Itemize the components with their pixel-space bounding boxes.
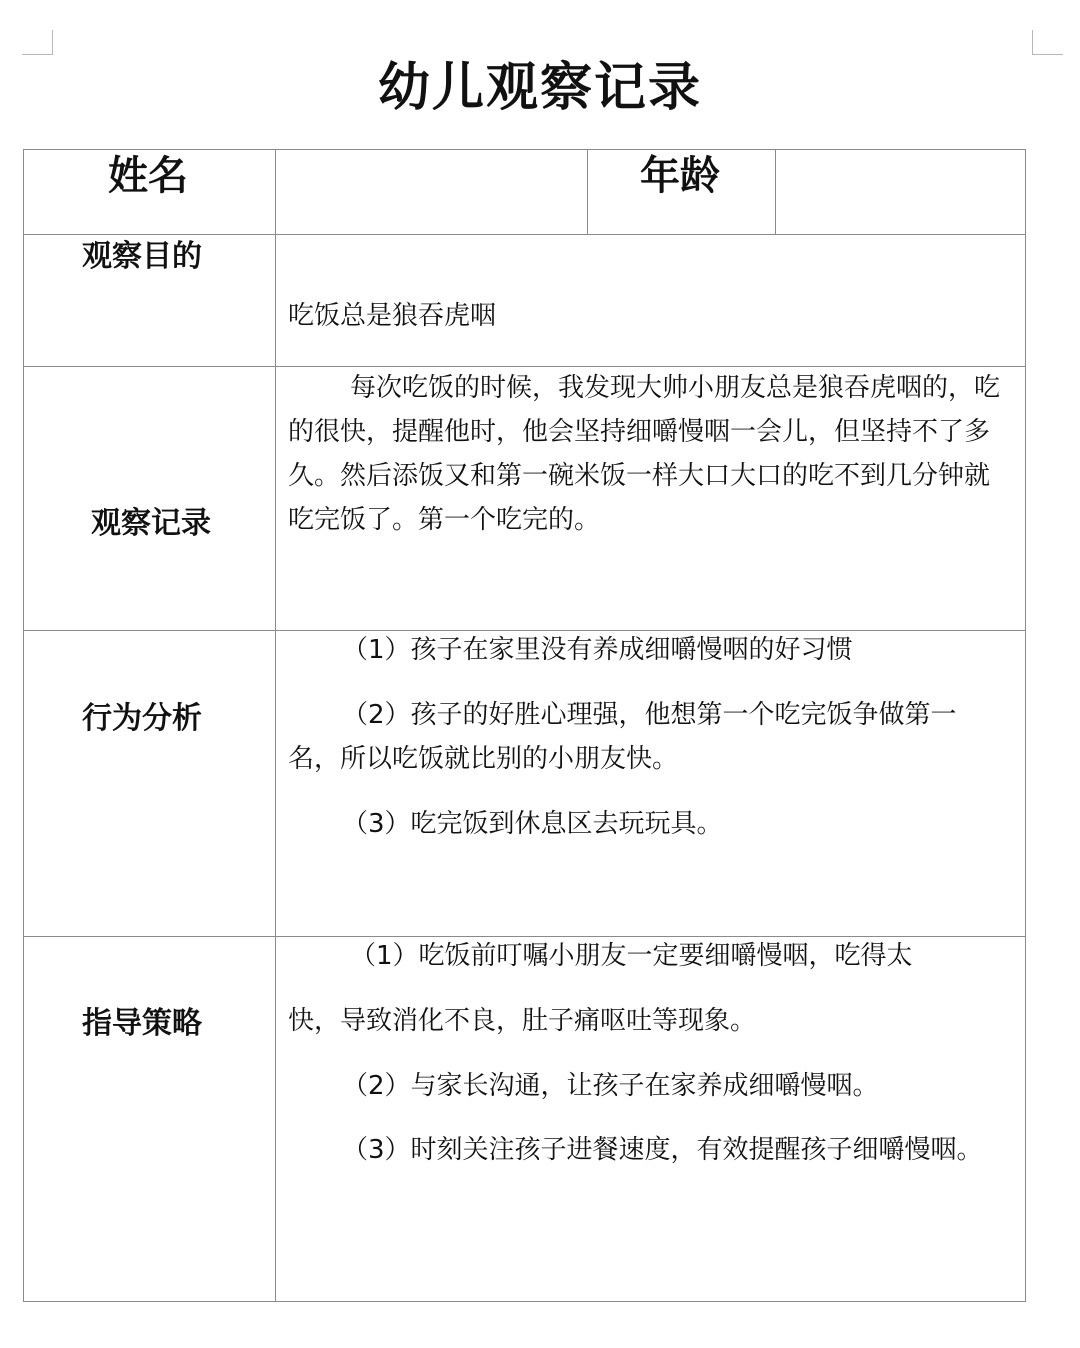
purpose-label-cell (23, 234, 276, 367)
age-value-cell[interactable] (775, 149, 1026, 235)
strategy-label: 指导策略 (82, 1006, 202, 1041)
strategy-content-cell (275, 936, 1026, 1302)
analysis-item-3: （3）吃完饭到休息区去玩玩具。 (342, 809, 723, 839)
strategy-item-1: （1）吃饭前叮嘱小朋友一定要细嚼慢咽，吃得太 (350, 941, 913, 971)
record-label: 观察记录 (91, 506, 211, 541)
analysis-content-cell (275, 630, 1026, 937)
analysis-label-cell (23, 630, 276, 937)
name-label-cell (23, 149, 276, 235)
record-label-cell (23, 366, 276, 631)
name-label: 姓名 (108, 153, 188, 199)
analysis-item-1: （1）孩子在家里没有养成细嚼慢咽的好习惯 (342, 635, 853, 665)
name-value-cell[interactable] (275, 149, 588, 235)
analysis-item-2: （2）孩子的好胜心理强，他想第一个吃完饭争做第一名，所以吃饭就比别的小朋友快。 (288, 700, 957, 774)
age-label: 年龄 (640, 153, 720, 199)
strategy-item-2: （2）与家长沟通，让孩子在家养成细嚼慢咽。 (342, 1071, 879, 1101)
strategy-item-1-continued: 快，导致消化不良，肚子痛呕吐等现象。 (288, 1006, 757, 1036)
document-title: 幼儿观察记录 (377, 58, 702, 118)
strategy-label-cell (23, 936, 276, 1302)
purpose-text: 吃饭总是狼吞虎咽 (288, 301, 497, 331)
age-label-cell (587, 149, 776, 235)
record-text: 每次吃饭的时候，我发现大帅小朋友总是狼吞虎咽的，吃的很快，提醒他时，他会坚持细嚼慢咽一会儿，但坚持不了多久。然后添饭又和第一碗米饭一样大口大口的吃不到几分钟就吃完饭了。第一个吃完的。 (288, 373, 1001, 535)
analysis-label: 行为分析 (82, 701, 202, 736)
purpose-label: 观察目的 (82, 239, 202, 274)
strategy-item-3: （3）时刻关注孩子进餐速度，有效提醒孩子细嚼慢咽。 (342, 1135, 983, 1165)
